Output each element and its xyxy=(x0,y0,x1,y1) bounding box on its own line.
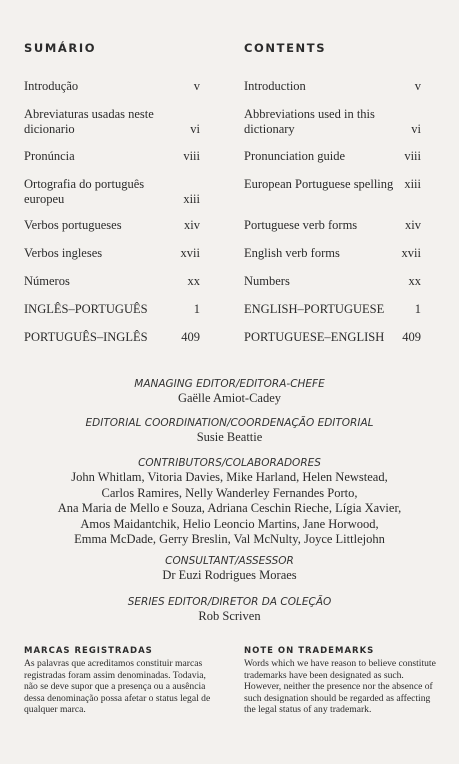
toc-entry-page: xiv xyxy=(184,218,200,232)
toc-entry xyxy=(244,218,421,233)
toc-entry xyxy=(244,302,421,317)
toc-entry-label: Pronunciation guide xyxy=(244,149,346,163)
toc-entry-label: Portuguese verb forms xyxy=(244,218,358,232)
toc-entry-page: vi xyxy=(411,122,421,136)
toc-entry-page: v xyxy=(193,79,200,93)
toc-entry-label: Abbreviations used in this dictionary xyxy=(244,107,375,136)
toc-entry-label: INGLÊS–PORTUGUÊS xyxy=(24,302,148,316)
toc-entry xyxy=(24,302,200,317)
notice-title: NOTE ON TRADEMARKS xyxy=(244,646,375,656)
toc-entry xyxy=(244,149,421,164)
toc-entry-page: 1 xyxy=(193,302,200,316)
credit-role: SERIES EDITOR/DIRETOR DA COLEÇÃO xyxy=(127,596,332,608)
credit-consultant xyxy=(0,555,459,584)
toc-entry xyxy=(24,107,200,137)
credit-names: Dr Euzi Rodrigues Moraes xyxy=(162,568,297,582)
toc-entry-label: Introduction xyxy=(244,79,306,93)
toc-entry-label: Pronúncia xyxy=(24,149,75,163)
toc-entry-page: xvii xyxy=(401,246,421,260)
notice-body: As palavras que acreditamos constituir marcas registradas foram assim denominadas. Todavia, não se deve supor que a presença ou a ausência dessa denominação possa afetar o status legal de qualquer marca. xyxy=(24,658,211,716)
toc-entry-label: ENGLISH–PORTUGUESE xyxy=(244,302,385,316)
contents-portuguese xyxy=(24,40,200,344)
credit-names: Susie Beattie xyxy=(196,430,263,444)
credit-role: EDITORIAL COORDINATION/COORDENAÇÃO EDITORIAL xyxy=(85,417,374,429)
toc-entry-label: PORTUGUESE–ENGLISH xyxy=(244,330,385,344)
contents-heading-pt: SUMÁRIO xyxy=(24,41,97,55)
toc-entry-label: Numbers xyxy=(244,274,290,288)
credit-contributors xyxy=(0,457,459,548)
toc-entry-label: European Portuguese spelling xyxy=(244,177,394,191)
toc-entry xyxy=(24,79,200,94)
toc-entry xyxy=(244,246,421,261)
toc-entry xyxy=(24,218,200,233)
toc-entry-page: 409 xyxy=(181,330,200,344)
credit-names: Gaëlle Amiot-Cadey xyxy=(177,391,282,405)
credit-names-line: Amos Maidantchik, Helio Leoncio Martins, Jane Horwood, xyxy=(80,516,379,531)
toc-entry-page: viii xyxy=(404,149,421,163)
toc-entry-label: English verb forms xyxy=(244,246,340,260)
toc-entry xyxy=(244,79,421,94)
credit-role: CONTRIBUTORS/COLABORADORES xyxy=(138,457,321,469)
contents-heading-en: CONTENTS xyxy=(244,41,327,55)
toc-entry-page: xiii xyxy=(183,192,200,206)
toc-entry-page: xx xyxy=(187,274,200,288)
toc-entry xyxy=(244,107,421,137)
toc-entry xyxy=(244,330,421,345)
credit-names-line: Ana Maria de Mello e Souza, Adriana Ceschin Rieche, Lígia Xavier, xyxy=(57,501,402,515)
toc-entry-label: PORTUGUÊS–INGLÊS xyxy=(24,330,148,344)
credit-series-editor xyxy=(0,596,459,625)
toc-entry-label: Verbos portugueses xyxy=(24,218,122,232)
credit-names: Rob Scriven xyxy=(198,609,261,623)
toc-entry xyxy=(24,330,200,345)
credit-editorial-coordination xyxy=(0,417,459,446)
credit-names-line: John Whitlam, Vitoria Davies, Mike Harland, Helen Newstead, xyxy=(71,470,388,484)
toc-entry xyxy=(24,274,200,289)
toc-entry xyxy=(24,246,200,261)
toc-entry-label: Verbos ingleses xyxy=(24,246,103,260)
contents-english xyxy=(244,40,421,344)
toc-entry-page: xvii xyxy=(180,246,200,260)
toc-entry-page: xiii xyxy=(404,177,421,191)
credit-managing-editor xyxy=(0,378,459,407)
credit-names-line: Emma McDade, Gerry Breslin, Val McNulty, Joyce Littlejohn xyxy=(74,532,385,546)
credit-role: MANAGING EDITOR/EDITORA-CHEFE xyxy=(134,378,325,390)
trademark-notice-en xyxy=(244,646,439,716)
toc-entry-label: Números xyxy=(24,274,70,288)
toc-entry-page: 1 xyxy=(414,302,421,316)
toc-entry-page: xiv xyxy=(405,218,421,232)
credit-names-line: Carlos Ramires, Nelly Wanderley Fernandes Porto, xyxy=(101,485,358,500)
toc-entry-label: Abreviaturas usadas neste dicionario xyxy=(24,107,154,136)
notice-title: MARCAS REGISTRADAS xyxy=(24,646,153,656)
toc-entry xyxy=(244,177,421,192)
credit-role: CONSULTANT/ASSESSOR xyxy=(165,555,294,567)
toc-entry-page: 409 xyxy=(402,330,421,344)
toc-entry-label: Introdução xyxy=(24,79,79,93)
toc-entry-label: Ortografia do português europeu xyxy=(24,177,145,206)
toc-entry-page: v xyxy=(414,79,421,93)
notice-body: Words which we have reason to believe constitute trademarks have been designated as such. However, neither the presence nor the absence of such designation should be regarded as affecting the legal status of any trademark. xyxy=(244,658,436,716)
trademark-notice-pt xyxy=(24,646,219,716)
toc-entry xyxy=(24,177,200,207)
toc-entry xyxy=(24,149,200,164)
toc-entry-page: xx xyxy=(408,274,421,288)
toc-entry xyxy=(244,274,421,289)
toc-entry-page: vi xyxy=(190,122,200,136)
toc-entry-page: viii xyxy=(183,149,200,163)
